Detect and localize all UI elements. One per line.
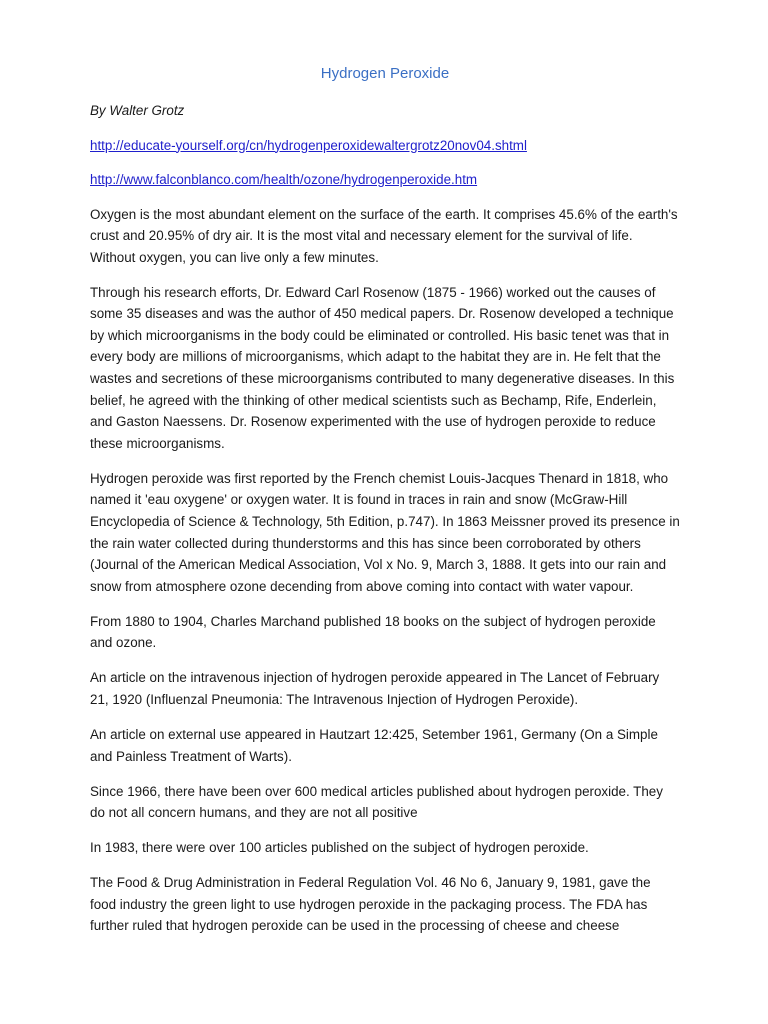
paragraph-marchand: From 1880 to 1904, Charles Marchand published 18 books on the subject of hydrogen peroxide and ozone. <box>90 613 656 651</box>
document-title: Hydrogen Peroxide <box>320 65 450 82</box>
document-author: By Walter Grotz <box>90 103 185 118</box>
paragraph-since-1966: Since 1966, there have been over 600 medical articles published about hydrogen peroxide. They do not all concern humans, and they are not all positive <box>90 783 663 821</box>
paragraph-oxygen: Oxygen is the most abundant element on the surface of the earth. It comprises 45.6% of the earth's crust and 20.95% of dry air. It is the most vital and necessary element for the survival of life. Without oxygen, you can live only a few minutes. <box>90 206 678 265</box>
paragraph-fda: The Food & Drug Administration in Federal Regulation Vol. 46 No 6, January 9, 1981, gave the food industry the green light to use hydrogen peroxide in the packaging process. The FDA has further ruled that hydrogen peroxide can be used in the processing of cheese and cheese <box>90 875 651 934</box>
paragraph-rosenow: Through his research efforts, Dr. Edward Carl Rosenow (1875 - 1966) worked out the causes of some 35 diseases and was the author of 450 medical papers. Dr. Rosenow developed a technique by which microorganisms in the body could be eliminated or controlled. His basic tenet was that in every body are millions of microorganisms, which adapt to the habitat they are in. He felt that the wastes and secretions of these microorganisms contributed to many degenerative diseases. In this belief, he agreed with the thinking of other medical scientists such as Bechamp, Rife, Enderlein, and Gaston Naessens. Dr. Rosenow experimented with the use of hydrogen peroxide to reduce these microorganisms. <box>90 284 675 451</box>
paragraph-lancet: An article on the intravenous injection of hydrogen peroxide appeared in The Lancet of February 21, 1920 (Influenzal Pneumonia: The Intravenous Injection of Hydrogen Peroxide). <box>90 670 660 707</box>
source-link-falconblanco[interactable]: http://www.falconblanco.com/health/ozone/hydrogenperoxide.htm <box>90 172 478 187</box>
paragraph-history: Hydrogen peroxide was first reported by the French chemist Louis-Jacques Thenard in 1818, who named it 'eau oxygene' or oxygen water. It is found in traces in rain and snow (McGraw-Hill Encyclopedia of Science & Technology, 5th Edition, p.747). In 1863 Meissner proved its presence in the rain water collected during thunderstorms and this has since been corroborated by others (Journal of the American Medical Association, Vol x No. 9, March 3, 1888. It gets into our rain and snow from atmosphere ozone decending from above coming into contact with water vapour. <box>90 470 680 594</box>
paragraph-1983: In 1983, there were over 100 articles published on the subject of hydrogen peroxide. <box>90 840 589 856</box>
source-link-educate-yourself[interactable]: http://educate-yourself.org/cn/hydrogenperoxidewaltergrotz20nov04.shtml <box>90 137 527 153</box>
document-page <box>90 64 680 950</box>
paragraph-hautzart: An article on external use appeared in Hautzart 12:425, Setember 1961, Germany (On a Simple and Painless Treatment of Warts). <box>90 726 658 764</box>
